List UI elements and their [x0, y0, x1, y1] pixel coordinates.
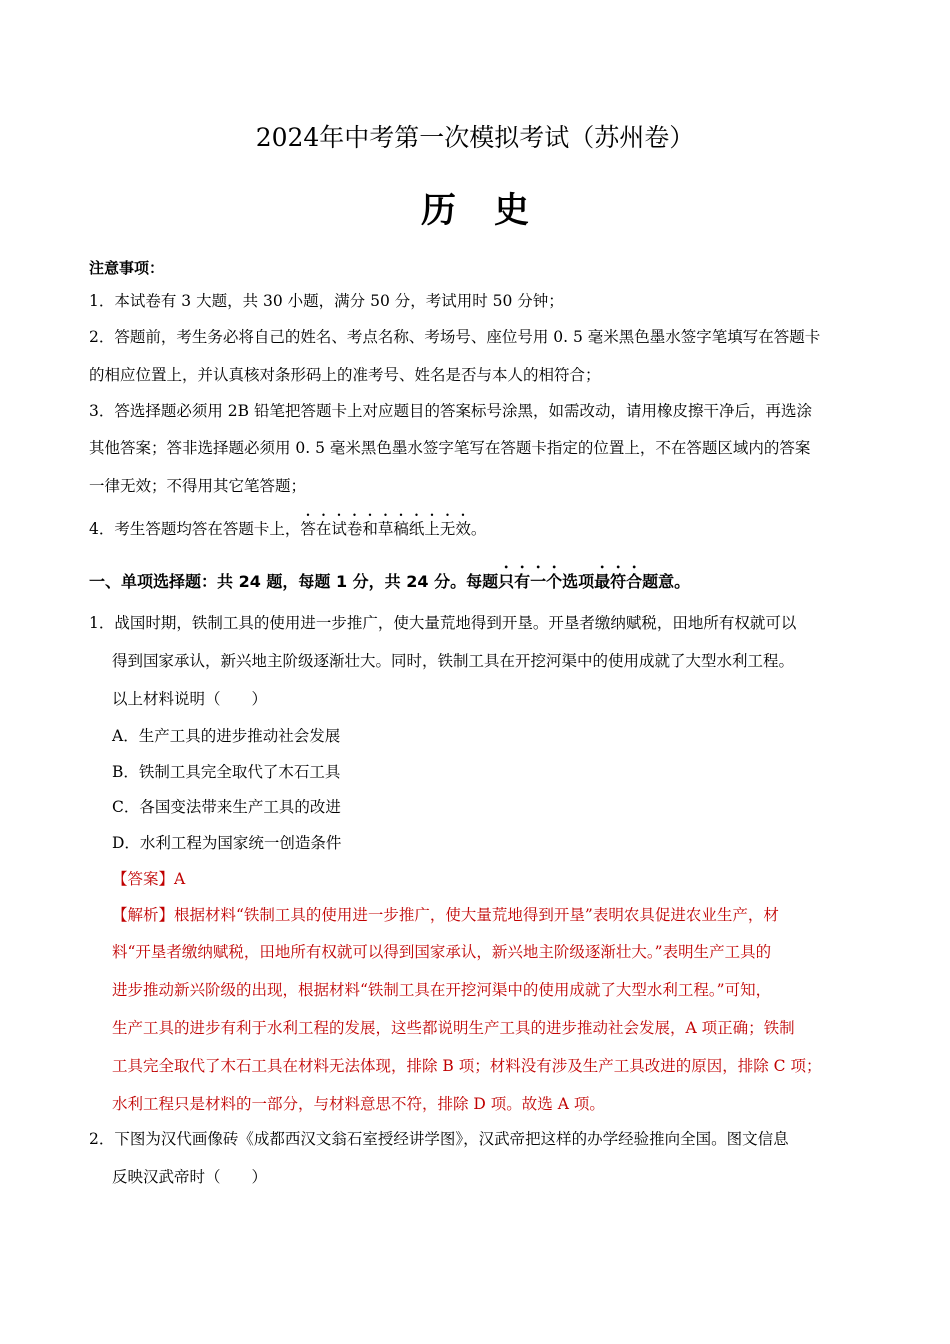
- notice-item-3-line-3: 一律无效；不得用其它笔答题；: [89, 477, 307, 495]
- notice-item-3-line-1: 3．答选择题必须用 2B 铅笔把答题卡上对应题目的答案标号涂黑，如需改动，请用橡皮擦干净后，再选涂: [89, 402, 812, 420]
- exam-title: 2024年中考第一次模拟考试（苏州卷）: [255, 123, 695, 152]
- q1-analysis-line-2: 料“开垦者缴纳赋税，田地所有权就可以得到国家承认，新兴地主阶级逐渐壮大。”表明生产工具的: [112, 943, 772, 961]
- q2-stem-line-1: 2．下图为汉代画像砖《成都西汉文翁石室授经讲学图》，汉武帝把这样的办学经验推向全国。图文信息: [89, 1130, 789, 1148]
- section-1-emphasis-1: 只有一个: [498, 572, 563, 591]
- section-1-emphasis-2: 最符合: [594, 572, 643, 591]
- notice-item-3-line-2: 其他答案；答非选择题必须用 0. 5 毫米黑色墨水签字笔写在答题卡指定的位置上，不在答题区域内的答案: [89, 439, 811, 457]
- q1-analysis-line-1: 【解析】根据材料“铁制工具的使用进一步推广，使大量荒地得到开垦”表明农具促进农业生产，材: [112, 906, 779, 924]
- q1-option-d: D．水利工程为国家统一创造条件: [112, 834, 342, 852]
- q2-stem-line-2: 反映汉武帝时（ ）: [112, 1168, 268, 1186]
- q1-option-c: C．各国变法带来生产工具的改进: [112, 798, 341, 816]
- notice-item-1: 1．本试卷有 3 大题，共 30 小题，满分 50 分，考试用时 50 分钟；: [89, 292, 564, 310]
- section-1-suffix: 题意。: [642, 572, 691, 591]
- q1-analysis-line-6: 水利工程只是材料的一部分，与材料意思不符，排除 D 项。故选 A 项。: [112, 1095, 605, 1113]
- q1-analysis-line-3: 进步推动新兴阶级的出现，根据材料“铁制工具在开挖河渠中的使用成就了大型水利工程。”可知，: [112, 981, 772, 999]
- notice-item-4-suffix: 。: [470, 520, 487, 538]
- q1-stem-line-1: 1．战国时期，铁制工具的使用进一步推广，使大量荒地得到开垦。开垦者缴纳赋税，田地所有权就可以: [89, 614, 797, 632]
- notice-item-4: [89, 511, 486, 540]
- notice-item-2-line-2: 的相应位置上，并认真核对条形码上的准考号、姓名是否与本人的相符合；: [89, 366, 601, 384]
- q1-option-a: A．生产工具的进步推动社会发展: [112, 727, 341, 745]
- section-1-prefix: 一、单项选择题：共 24 题，每题 1 分，共 24 分。每题: [89, 572, 499, 591]
- q1-stem-line-2: 得到国家承认，新兴地主阶级逐渐壮大。同时，铁制工具在开挖河渠中的使用成就了大型水利工程。: [112, 652, 795, 670]
- notice-heading: 注意事项：: [89, 259, 165, 277]
- q1-stem-line-3: 以上材料说明（ ）: [112, 690, 268, 708]
- q1-answer: 【答案】A: [112, 870, 186, 888]
- q1-analysis-line-5: 工具完全取代了木石工具在材料无法体现，排除 B 项；材料没有涉及生产工具改进的原因，排除 C 项；: [112, 1057, 822, 1075]
- notice-item-4-prefix: 4．考生答题均答在答题卡上，: [89, 520, 301, 538]
- subject-title: 历史: [420, 191, 567, 231]
- section-1-middle: 选项: [562, 572, 595, 591]
- q1-analysis-line-4: 生产工具的进步有利于水利工程的发展，这些都说明生产工具的进步推动社会发展，A 项正确；铁制: [112, 1019, 795, 1037]
- notice-item-4-emphasis: 答在试卷和草稿纸上无效: [300, 520, 471, 538]
- q1-option-b: B．铁制工具完全取代了木石工具: [112, 763, 341, 781]
- notice-item-2-line-1: 2．答题前，考生务必将自己的姓名、考点名称、考场号、座位号用 0. 5 毫米黑色墨水签字笔填写在答题卡: [89, 328, 821, 346]
- section-1-heading: [89, 563, 690, 593]
